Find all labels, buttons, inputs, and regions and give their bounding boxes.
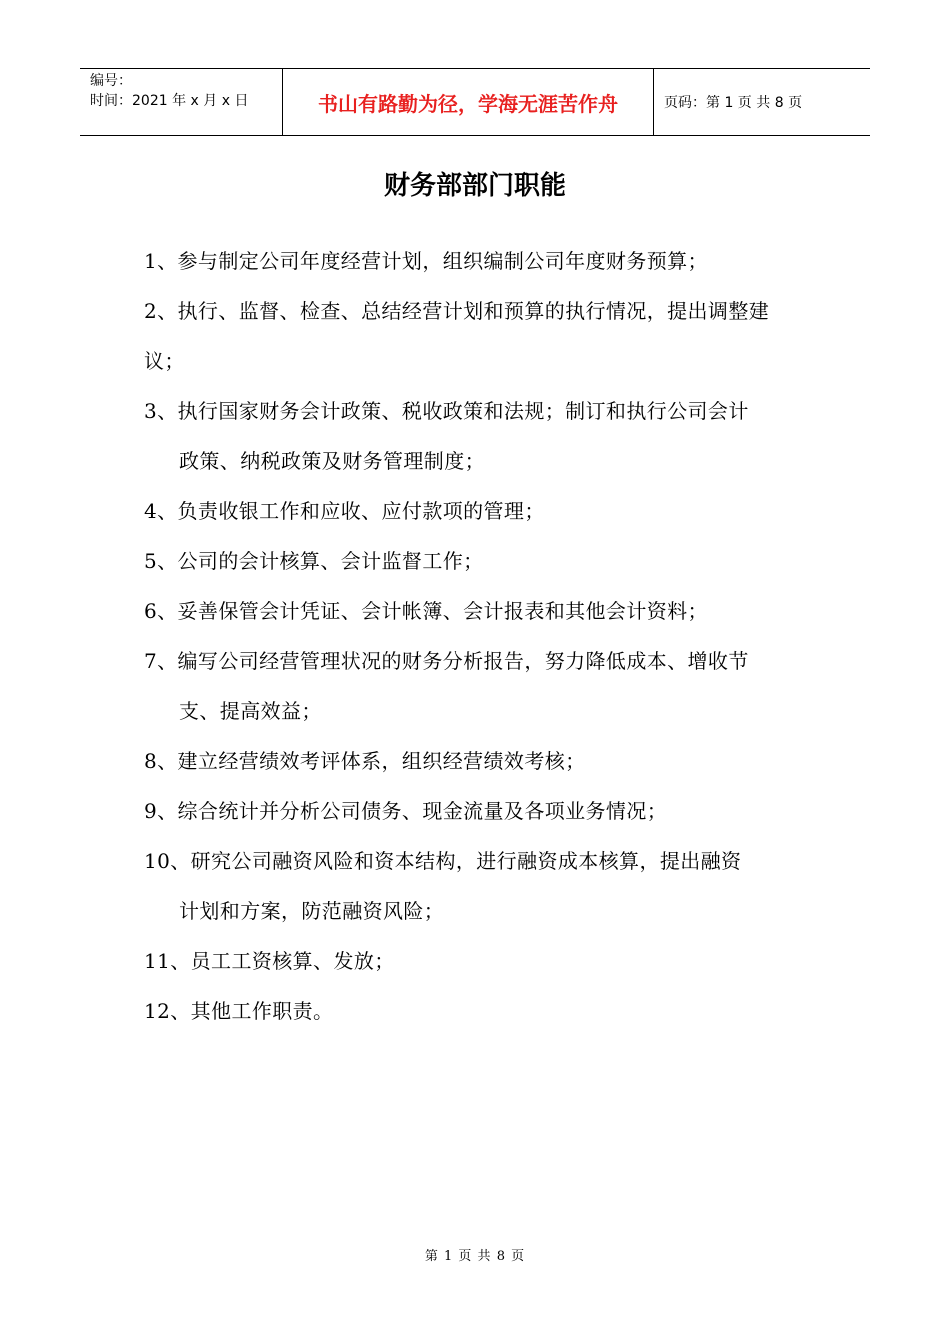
document-header [80, 68, 870, 136]
header-number-label: 编号： [90, 73, 132, 89]
duty-list [144, 236, 816, 1036]
duty-item-text: 4、负责收银工作和应收、应付款项的管理； [144, 499, 545, 523]
duty-item-text: 10、研究公司融资风险和资本结构，进行融资成本核算，提出融资 [144, 849, 742, 873]
header-page-label: 页码：第 1 页 共 8 页 [664, 95, 803, 111]
duty-item [144, 286, 816, 386]
duty-item [144, 636, 816, 736]
duty-item-text: 1、参与制定公司年度经营计划，组织编制公司年度财务预算； [144, 249, 708, 273]
duty-item-continuation: 议； [144, 349, 185, 373]
duty-item-text: 5、公司的会计核算、会计监督工作； [144, 549, 484, 573]
duty-item [144, 236, 816, 286]
duty-item-text: 9、综合统计并分析公司债务、现金流量及各项业务情况； [144, 799, 668, 823]
header-motto-cell [282, 69, 654, 135]
duty-item [144, 486, 816, 536]
duty-item [144, 986, 816, 1036]
page-footer: 第 1 页 共 8 页 [424, 1249, 526, 1264]
duty-item [144, 586, 816, 636]
duty-item-continuation: 支、提高效益； [179, 699, 322, 723]
duty-item-text: 12、其他工作职责。 [144, 999, 334, 1023]
duty-item [144, 786, 816, 836]
duty-item-text: 2、执行、监督、检查、总结经营计划和预算的执行情况，提出调整建 [144, 299, 770, 323]
duty-item [144, 836, 816, 936]
duty-item-continuation: 政策、纳税政策及财务管理制度； [179, 449, 485, 473]
duty-item [144, 536, 816, 586]
document-title: 财务部部门职能 [383, 171, 566, 201]
header-meta-cell [80, 69, 282, 135]
header-time-label: 时间：2021 年 x 月 x 日 [90, 93, 249, 109]
duty-item [144, 936, 816, 986]
duty-item-text: 6、妥善保管会计凭证、会计帐簿、会计报表和其他会计资料； [144, 599, 708, 623]
duty-item [144, 386, 816, 486]
duty-item [144, 736, 816, 786]
duty-item-text: 7、编写公司经营管理状况的财务分析报告，努力降低成本、增收节 [144, 649, 749, 673]
duty-item-text: 3、执行国家财务会计政策、税收政策和法规；制订和执行公司会计 [144, 399, 749, 423]
header-page-cell [654, 69, 870, 135]
duty-item-text: 11、员工工资核算、发放； [144, 949, 395, 973]
duty-item-continuation: 计划和方案，防范融资风险； [179, 899, 445, 923]
header-motto: 书山有路勤为径，学海无涯苦作舟 [318, 91, 618, 116]
duty-item-text: 8、建立经营绩效考评体系，组织经营绩效考核； [144, 749, 586, 773]
